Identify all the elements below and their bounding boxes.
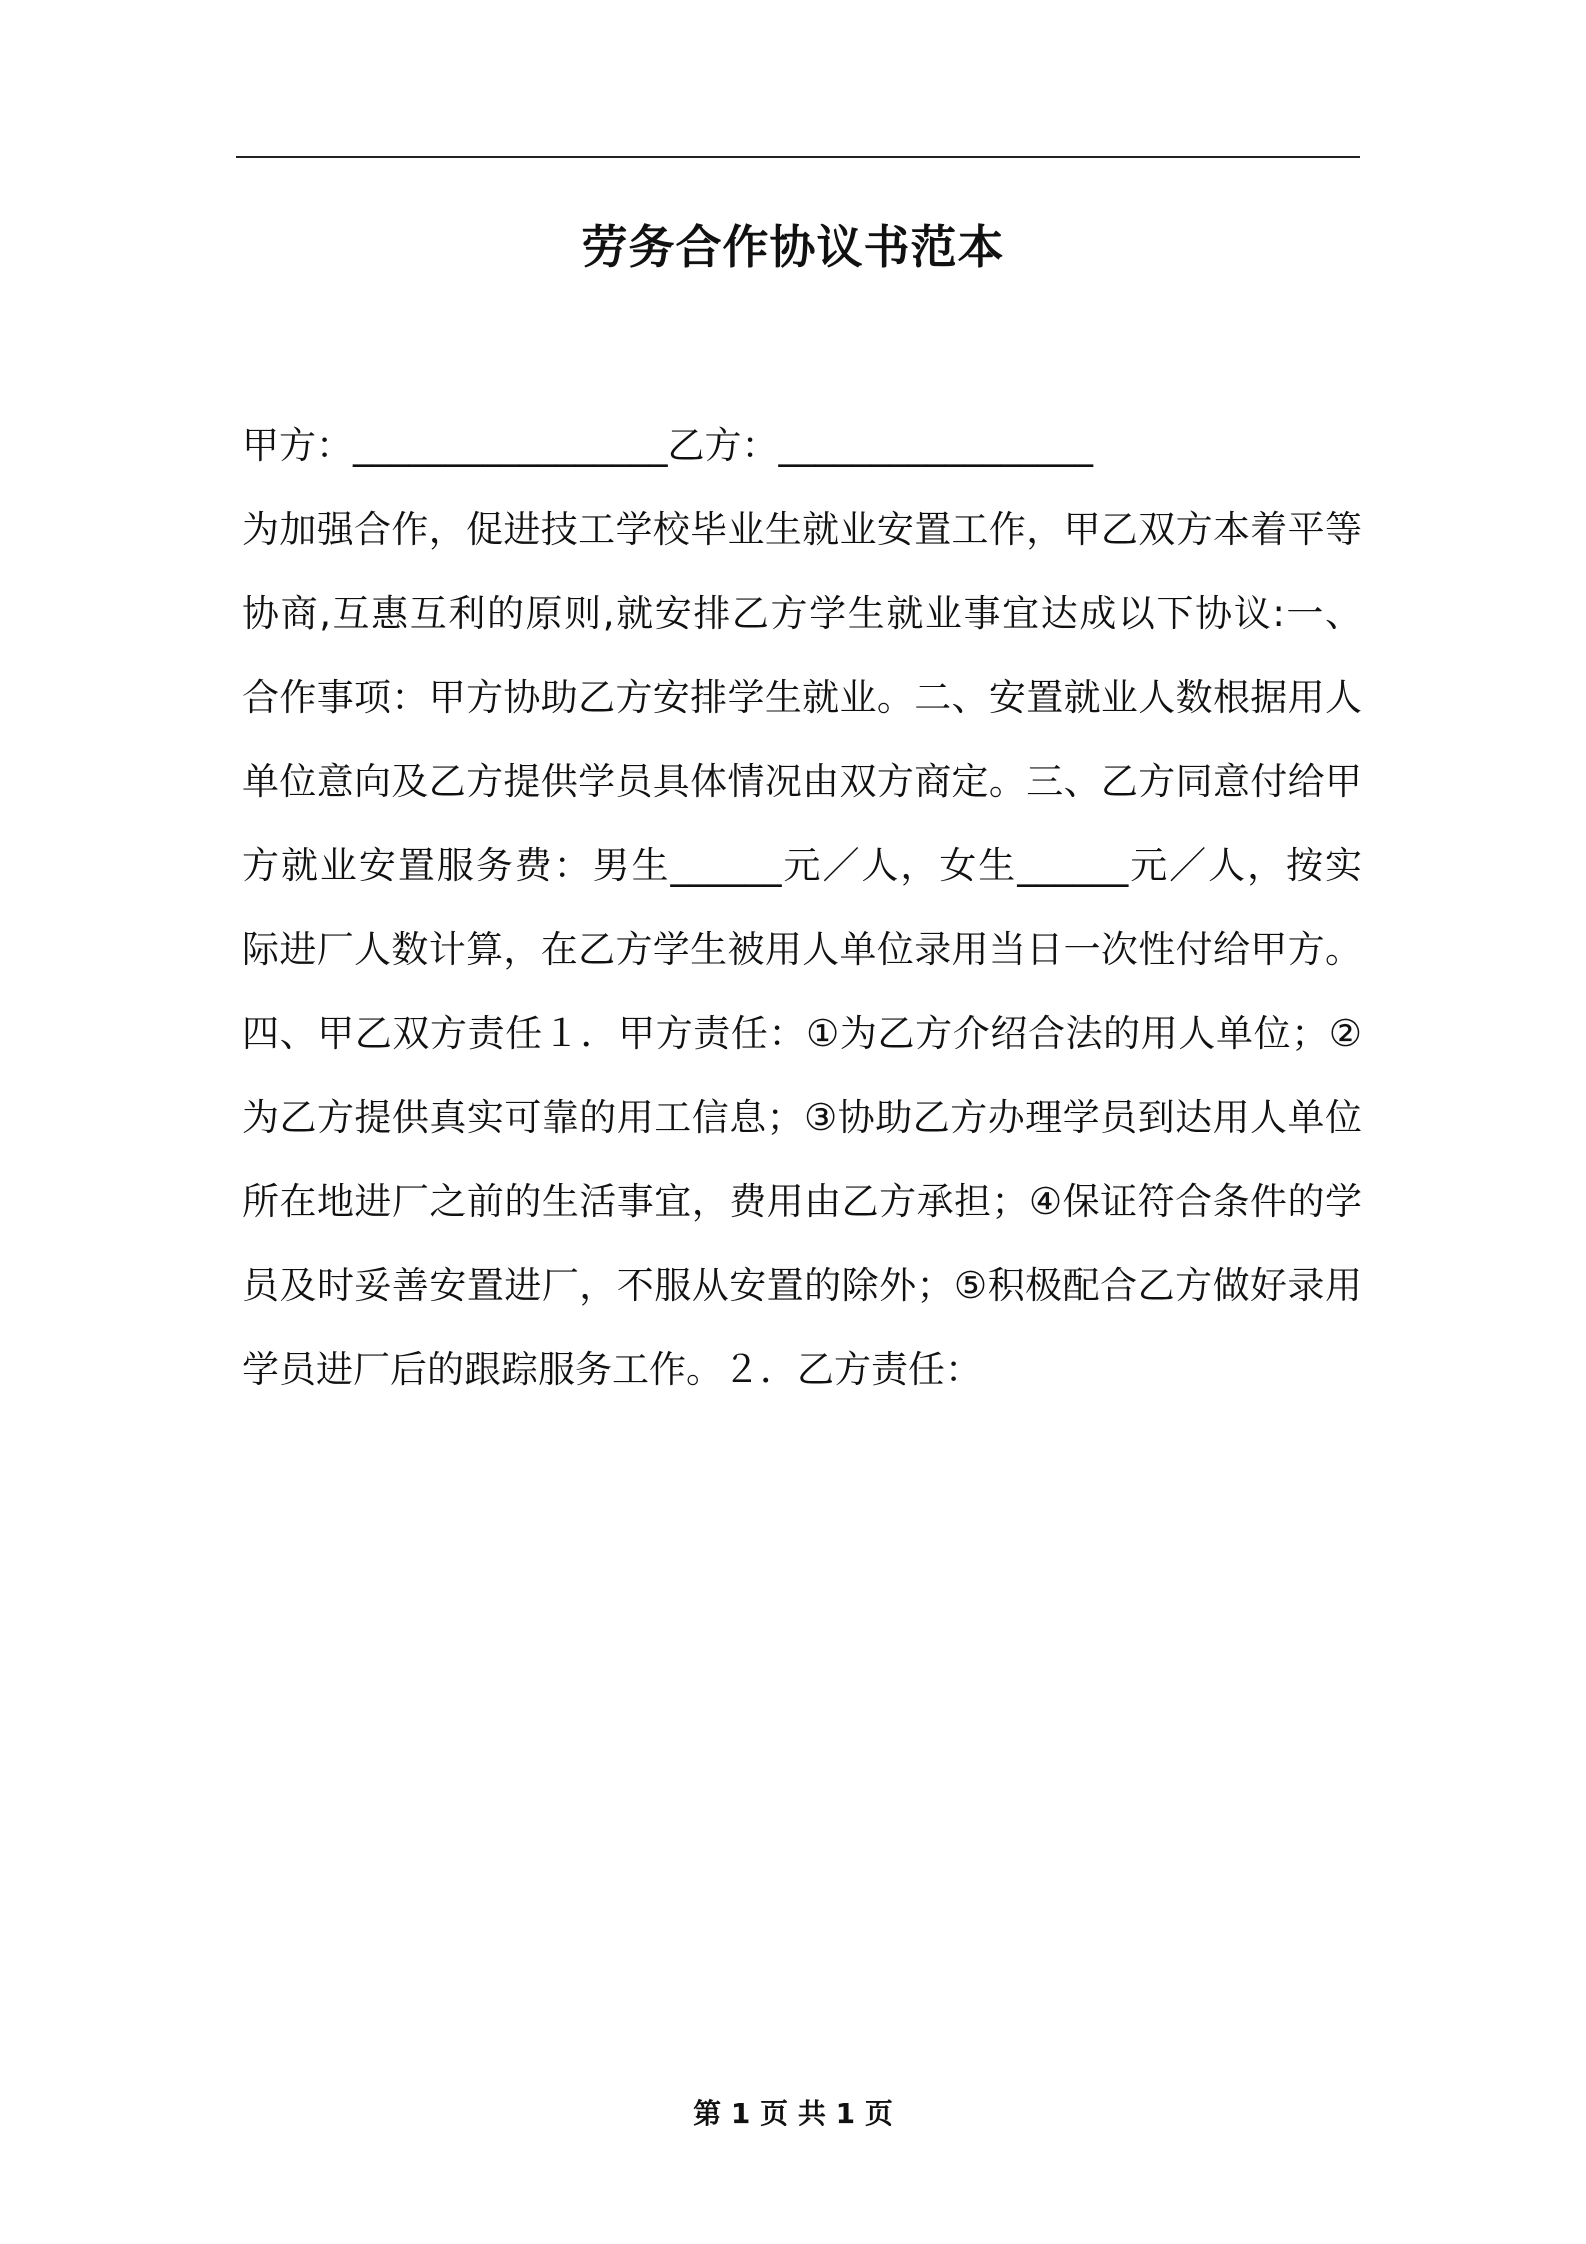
body-line: 协商,互惠互利的原则,就安排乙方学生就业事宜达成以下协议:一、	[242, 592, 1362, 635]
document-body	[242, 404, 1362, 1412]
body-line: 学员进厂后的跟踪服务工作。２．乙方责任：	[242, 1348, 982, 1391]
body-line: 为加强合作，促进技工学校毕业生就业安置工作，甲乙双方本着平等	[242, 508, 1362, 551]
header-rule	[236, 156, 1360, 158]
body-line: 所在地进厂之前的生活事宜，费用由乙方承担；④保证符合条件的学	[242, 1180, 1362, 1223]
party-line: 甲方：_________________乙方：_________________	[242, 424, 1093, 467]
document-title: 劳务合作协议书范本	[581, 220, 1005, 274]
body-line: 四、甲乙双方责任１．甲方责任：①为乙方介绍合法的用人单位；②	[242, 1012, 1362, 1055]
body-line: 为乙方提供真实可靠的用工信息；③协助乙方办理学员到达用人单位	[242, 1096, 1362, 1139]
body-line: 员及时妥善安置进厂，不服从安置的除外；⑤积极配合乙方做好录用	[242, 1264, 1362, 1307]
body-line: 际进厂人数计算，在乙方学生被用人单位录用当日一次性付给甲方。	[242, 928, 1362, 971]
body-line: 单位意向及乙方提供学员具体情况由双方商定。三、乙方同意付给甲	[242, 760, 1362, 803]
body-line: 合作事项：甲方协助乙方安排学生就业。二、安置就业人数根据用人	[242, 676, 1362, 719]
page-footer: 第 1 页 共 1 页	[693, 2097, 893, 2130]
body-line: 方就业安置服务费：男生______元／人，女生______元／人，按实	[242, 844, 1362, 887]
